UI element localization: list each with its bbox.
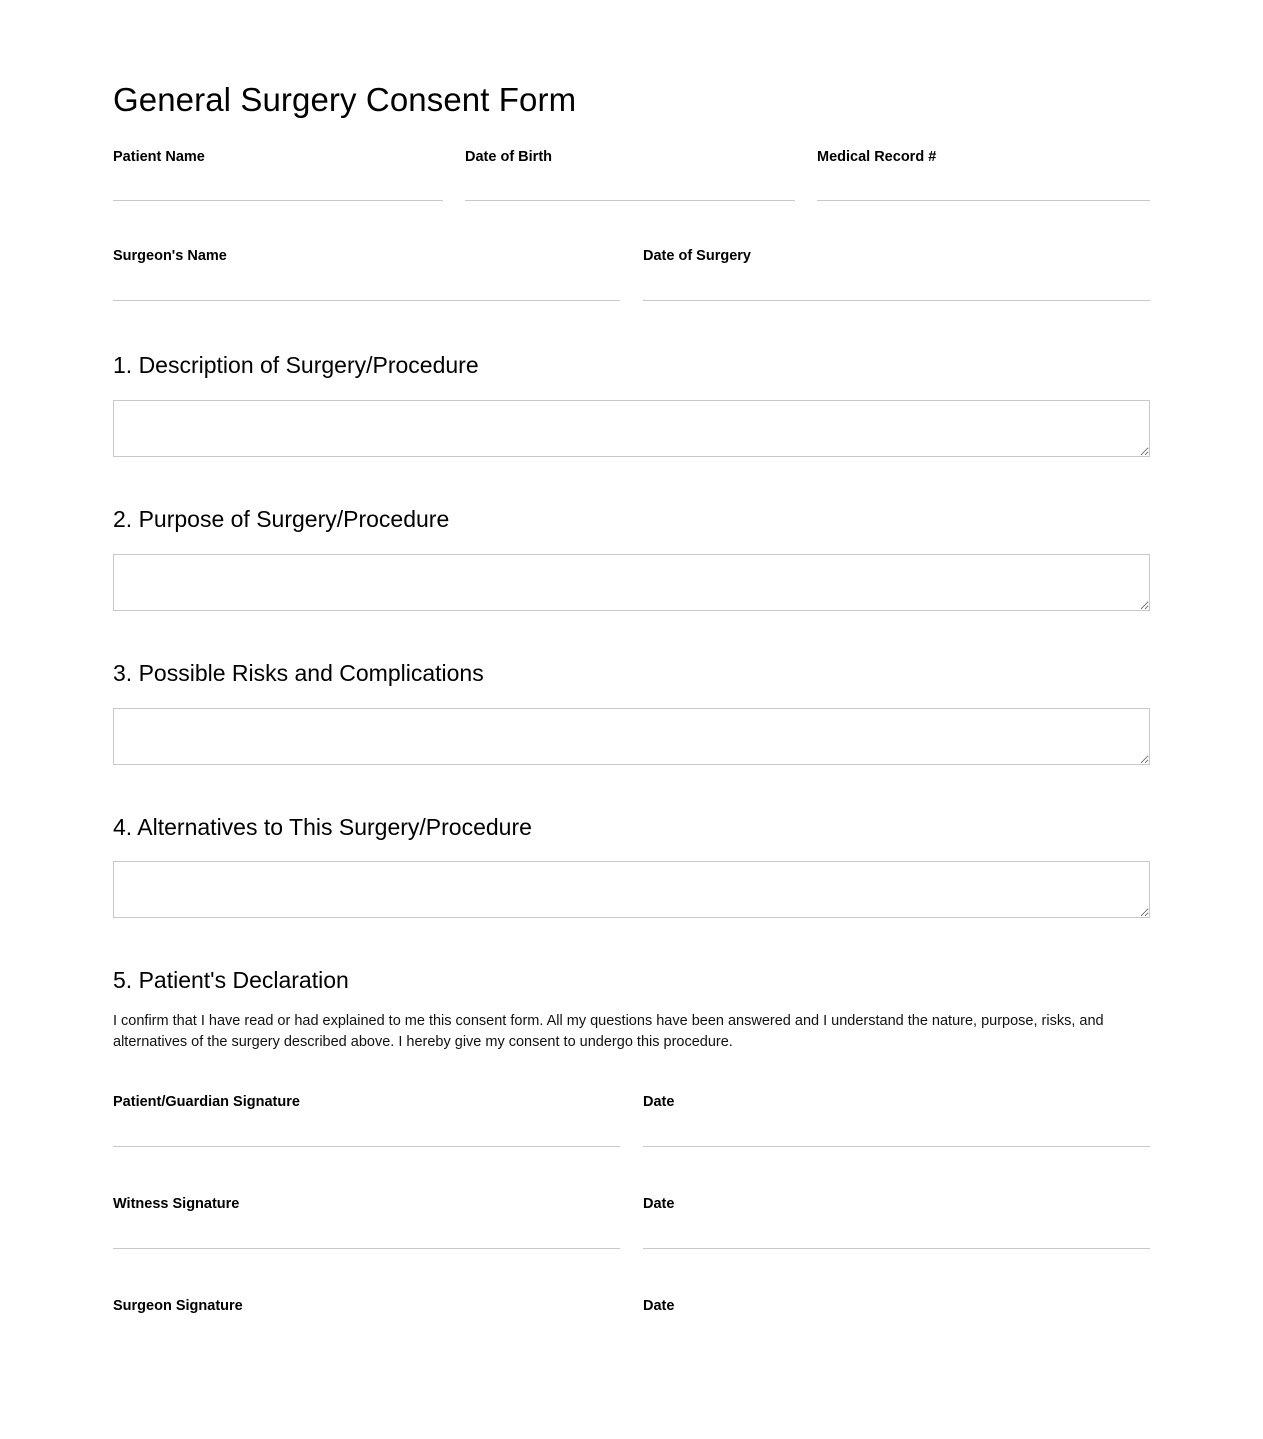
signature-input-witness[interactable] (113, 1248, 620, 1249)
signature-row-witness (113, 1195, 1150, 1249)
signature-input-patient-guardian[interactable] (113, 1146, 620, 1147)
field-date-of-birth (465, 148, 795, 202)
field-date-of-surgery (643, 247, 1150, 301)
field-label-patient-guardian-signature: Patient/Guardian Signature (113, 1094, 300, 1111)
field-surgeon-date (643, 1297, 1150, 1351)
field-label-date-of-birth: Date of Birth (465, 148, 552, 165)
section-heading-purpose: 2. Purpose of Surgery/Procedure (113, 506, 450, 533)
field-patient-guardian-signature (113, 1093, 620, 1147)
header-field-row-1 (113, 148, 1150, 202)
date-input-patient-guardian[interactable] (643, 1146, 1150, 1147)
signature-row-patient-guardian (113, 1093, 1150, 1147)
field-input-medical-record-number[interactable] (817, 200, 1150, 201)
field-label-witness-signature: Witness Signature (113, 1195, 240, 1212)
section-patient-declaration (113, 966, 1150, 1053)
field-witness-signature (113, 1195, 620, 1249)
field-label-patient-name: Patient Name (113, 148, 205, 165)
field-label-surgeon-date: Date (643, 1297, 675, 1314)
field-patient-name (113, 148, 443, 202)
field-label-medical-record-number: Medical Record # (817, 148, 937, 165)
field-input-date-of-surgery[interactable] (643, 300, 1150, 301)
field-witness-date (643, 1195, 1150, 1249)
section-heading-risks: 3. Possible Risks and Complications (113, 659, 484, 686)
date-input-witness[interactable] (643, 1248, 1150, 1249)
section-heading-alternatives: 4. Alternatives to This Surgery/Procedure (113, 813, 532, 840)
textarea-alternatives[interactable] (113, 861, 1150, 918)
field-label-surgeon-signature: Surgeon Signature (113, 1297, 243, 1314)
field-label-surgeons-name: Surgeon's Name (113, 248, 227, 265)
signature-input-surgeon[interactable] (113, 1350, 620, 1351)
field-label-date-of-surgery: Date of Surgery (643, 248, 751, 265)
field-input-surgeons-name[interactable] (113, 300, 620, 301)
section-alternatives (113, 813, 1150, 919)
declaration-body-text: I confirm that I have read or had explained to me this consent form. All my questions have been answered and I understand the nature, purpose, risks, and alternatives of the surgery described above. I hereby give my consent to undergo this procedure. (113, 1013, 1104, 1051)
field-label-witness-date: Date (643, 1195, 675, 1212)
field-surgeons-name (113, 247, 620, 301)
page-title: General Surgery Consent Form (113, 81, 577, 118)
field-input-patient-name[interactable] (113, 200, 443, 201)
field-label-patient-guardian-date: Date (643, 1094, 675, 1111)
section-heading-description: 1. Description of Surgery/Procedure (113, 352, 479, 379)
signature-row-surgeon (113, 1297, 1150, 1351)
section-heading-patient-declaration: 5. Patient's Declaration (113, 967, 349, 994)
section-risks (113, 659, 1150, 765)
field-patient-guardian-date (643, 1093, 1150, 1147)
textarea-description[interactable] (113, 400, 1150, 457)
section-description (113, 351, 1150, 457)
textarea-purpose[interactable] (113, 554, 1150, 611)
field-input-date-of-birth[interactable] (465, 200, 795, 201)
header-field-row-2 (113, 247, 1150, 301)
date-input-surgeon[interactable] (643, 1350, 1150, 1351)
field-surgeon-signature (113, 1297, 620, 1351)
textarea-risks[interactable] (113, 708, 1150, 765)
section-purpose (113, 505, 1150, 611)
field-medical-record-number (817, 148, 1150, 202)
